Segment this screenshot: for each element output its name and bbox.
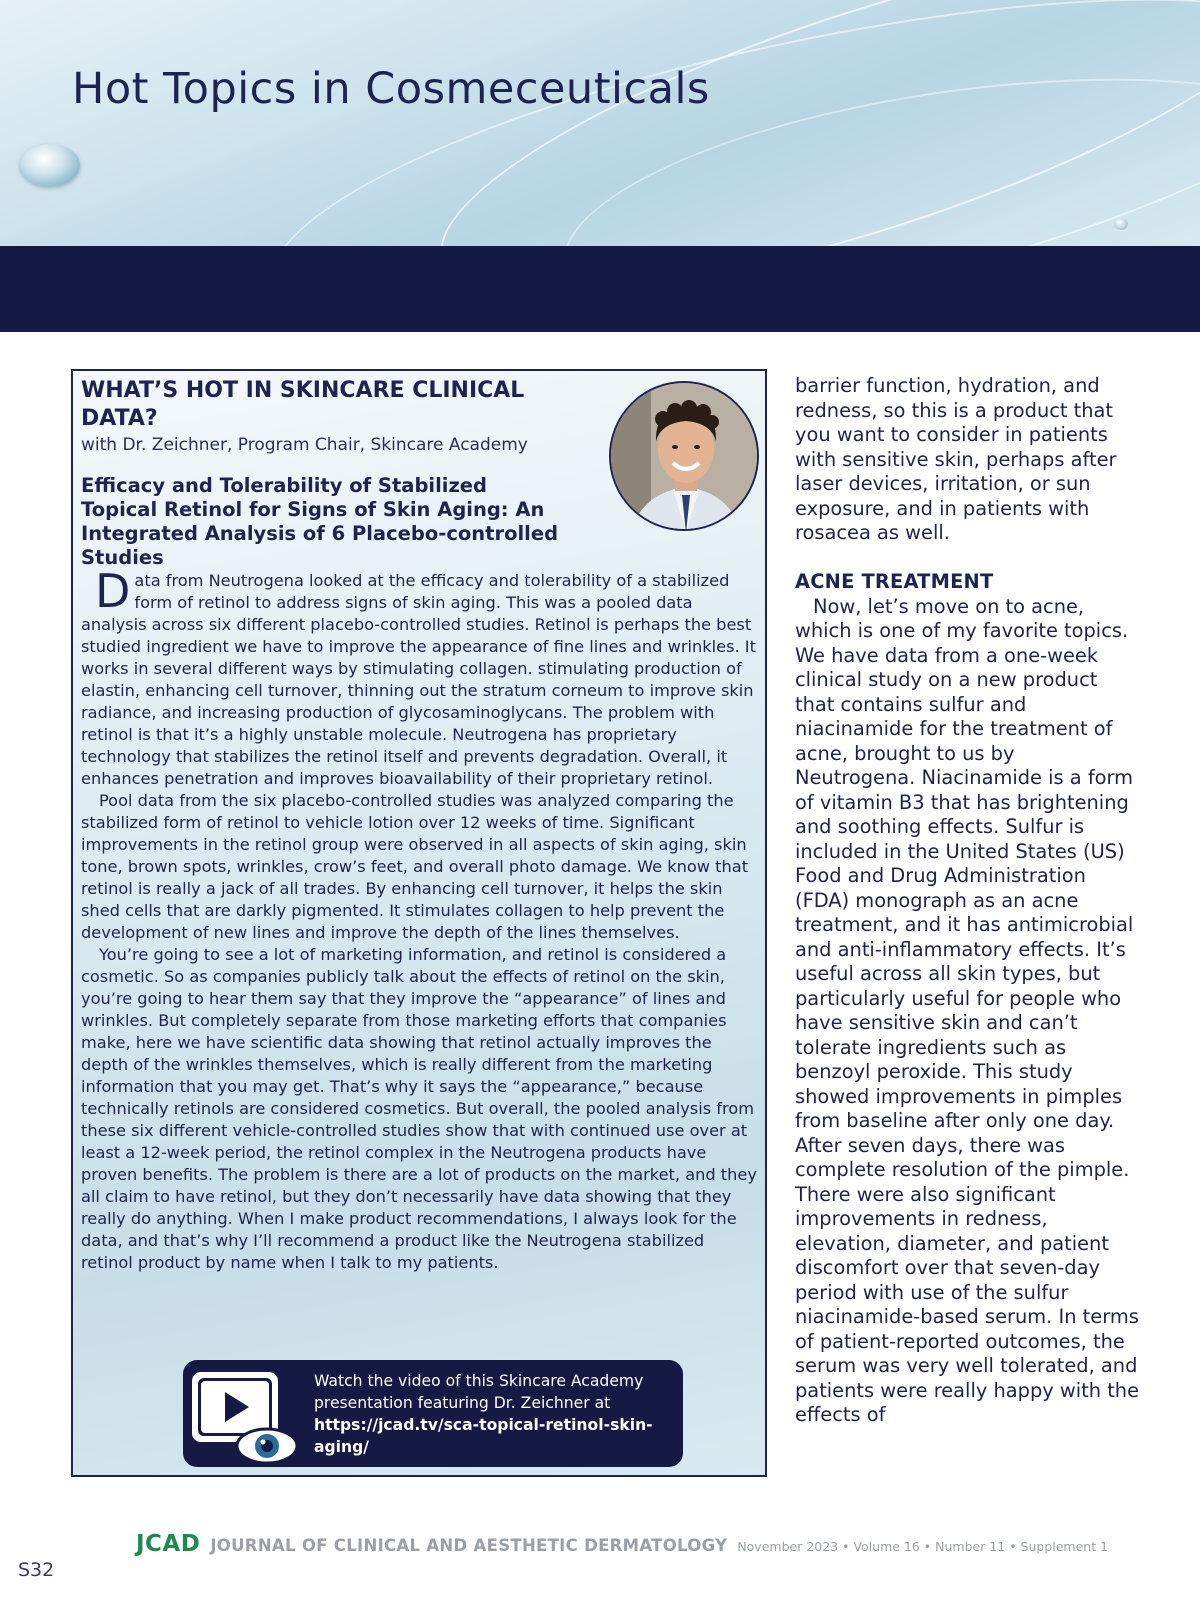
drop-cap: D — [95, 564, 131, 618]
header-banner — [0, 0, 1200, 246]
video-callout-text — [314, 1370, 664, 1458]
page-number: S32 — [18, 1559, 55, 1581]
portrait-illustration — [611, 383, 759, 531]
video-link[interactable]: https://jcad.tv/sca-topical-retinol-skin-aging/ — [314, 1416, 653, 1456]
journal-footer — [136, 1531, 1108, 1557]
video-callout[interactable] — [183, 1360, 683, 1467]
feature-byline: with Dr. Zeichner, Program Chair, Skincare Academy — [81, 435, 528, 455]
feature-box — [71, 369, 767, 1477]
body-paragraph: You’re going to see a lot of marketing information, and retinol is considered a cosmetic. So as companies publicly talk about the effects of retinol on the skin, you’re going to hear them say that they improve the “appearance” of lines and wrinkles. But completely separate from those marketing efforts that companies make, here we have scientific data showing that retinol actually improves the depth of the wrinkles themselves, which is really different from the marketing information that you may get. That’s why it says the “appearance,” because technically retinols are considered cosmetics. But overall, the pooled analysis from these six different vehicle-controlled studies show that with continued use over at least a 12-week period, the retinol complex in the Neutrogena products have proven benefits. The problem is there are a lot of products on the market, and they all claim to have retinol, but they don’t necessarily have data showing that they really do anything. When I make product recommendations, I always look for the data, and that’s why I’ll recommend a product like the Neutrogena stabilized retinol product by name when I talk to my patients. — [81, 945, 757, 1272]
paragraph-text: ata from Neutrogena looked at the efficacy and tolerability of a stabilized form of retinol to address signs of skin aging. This was a pooled data analysis across six different placebo-controlled studies. Retinol is perhaps the best studied ingredient we have to improve the appearance of fine lines and wrinkles. It works in several different ways by stimulating collagen. stimulating production of elastin, enhancing cell turnover, thinning out the stratum corneum to improve skin radiance, and increasing production of glycosaminoglycans. The problem with retinol is that it’s a highly unstable molecule. Neutrogena has proprietary technology that stabilizes the retinol itself and prevents degradation. Overall, it enhances penetration and improves bioavailability of their proprietary retinol. — [81, 571, 756, 788]
author-portrait — [609, 381, 759, 531]
section-heading-acne: ACNE TREATMENT — [795, 570, 994, 593]
page-title: Hot Topics in Cosmeceuticals — [72, 64, 710, 114]
journal-name: JOURNAL OF CLINICAL AND AESTHETIC DERMATOLOGY — [210, 1536, 728, 1555]
feature-body — [81, 564, 759, 1274]
video-description: Watch the video of this Skincare Academy presentation featuring Dr. Zeichner at — [314, 1372, 644, 1412]
water-droplet-image — [20, 144, 80, 186]
body-paragraph — [81, 564, 759, 790]
water-droplet-image — [1114, 218, 1128, 230]
header-band — [0, 246, 1200, 332]
right-column — [795, 374, 1140, 1428]
issue-info: November 2023 • Volume 16 • Number 11 • Supplement 1 — [737, 1539, 1109, 1554]
video-play-eye-icon — [189, 1372, 309, 1466]
feature-title: WHAT’S HOT IN SKINCARE CLINICAL DATA? — [81, 378, 525, 431]
feature-subtitle: Efficacy and Tolerability of Stabilized Topical Retinol for Signs of Skin Aging: An Integrated Analysis of 6 Placebo-controlled Studies — [81, 474, 559, 569]
jcad-logo-text: JCAD — [136, 1531, 201, 1557]
body-paragraph: Pool data from the six placebo-controlled studies was analyzed comparing the stabilized form of retinol to vehicle lotion over 12 weeks of time. Significant improvements in the retinol group were observed in all aspects of skin aging, skin tone, brown spots, wrinkles, crow’s feet, and overall photo damage. We know that retinol is really a jack of all trades. By enhancing cell turnover, it helps the skin shed cells that are darkly pigmented. It stimulates collagen to help prevent the development of new lines and improve the depth of the lines themselves. — [81, 791, 749, 942]
continued-paragraph: barrier function, hydration, and redness, so this is a product that you want to consider in patients with sensitive skin, perhaps after laser devices, irritation, or sun exposure, and in patients with rosacea as well. — [795, 374, 1117, 544]
acne-paragraph: Now, let’s move on to acne, which is one of my favorite topics. We have data from a one-week clinical study on a new product that contains sulfur and niacinamide for the treatment of acne, brought to us by Neutrogena. Niacinamide is a form of vitamin B3 that has brightening and soothing effects. Sulfur is included in the United States (US) Food and Drug Administration (FDA) monograph as an acne treatment, and it has antimicrobial and anti-inflammatory effects. It’s useful across all skin types, but particularly useful for people who have sensitive skin and can’t tolerate ingredients such as benzoyl peroxide. This study showed improvements in pimples from baseline after only one day. After seven days, there was complete resolution of the pimple. There were also significant improvements in redness, elevation, diameter, and patient discomfort over that seven-day period with use of the sulfur niacinamide-based serum. In terms of patient-reported outcomes, the serum was very well tolerated, and patients were really happy with the effects of — [795, 594, 1140, 1426]
